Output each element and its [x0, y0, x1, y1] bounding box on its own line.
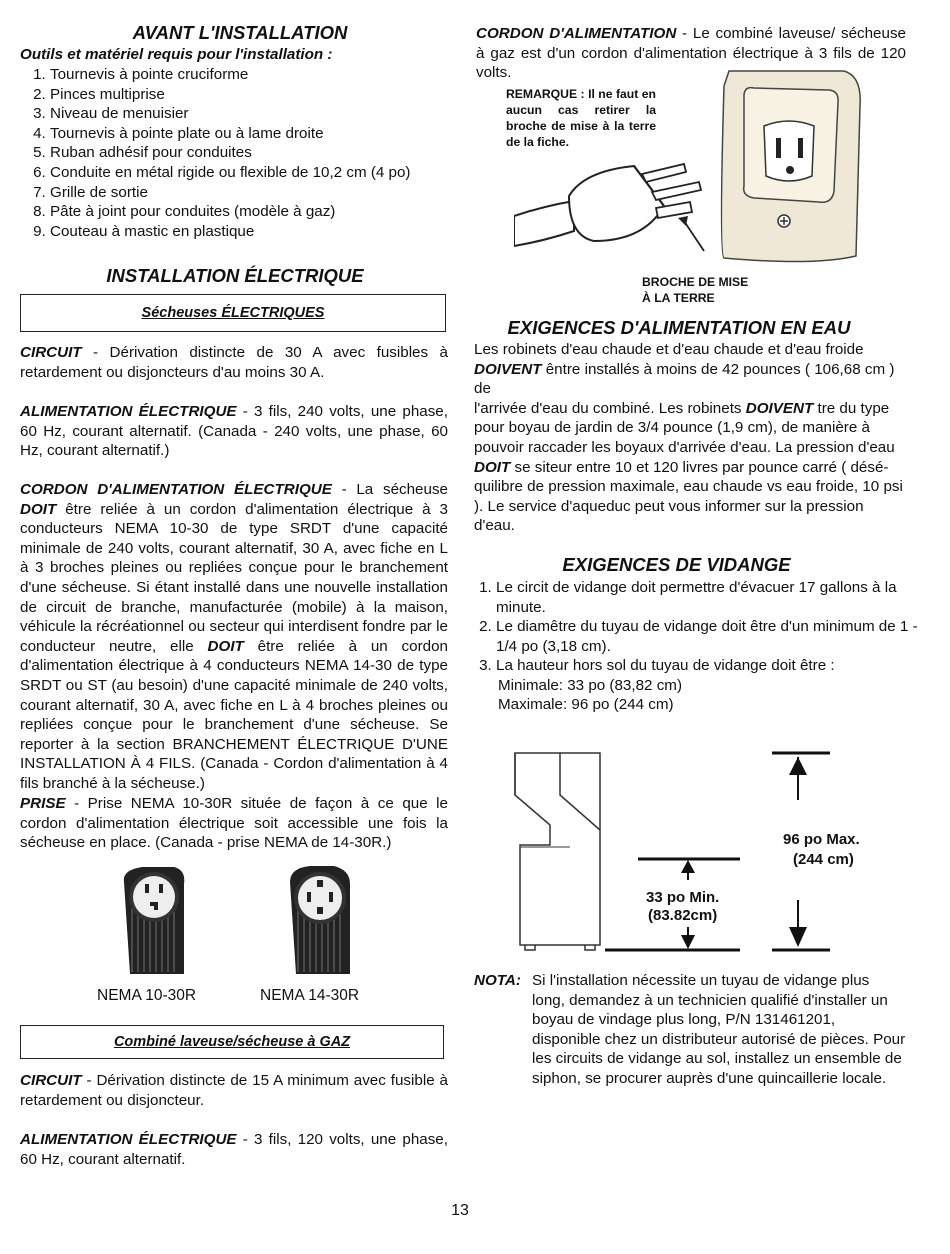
avant-title: AVANT L'INSTALLATION	[132, 22, 348, 43]
list-item: 7. Grille de sortie	[50, 183, 480, 203]
prise-paragraph	[20, 794, 448, 853]
doit-keyword: DOIT	[207, 637, 244, 655]
cordon-paragraph	[20, 480, 448, 794]
water-requirements-title: EXIGENCES D'ALIMENTATION EN EAU	[507, 317, 851, 338]
prise-text: - Prise NEMA 10-30R située de façon à ce que le cordon d'alimentation électrique soit accessible une fois la sécheuse en place. (Canada - prise NEMA de 14-30R.)	[20, 795, 448, 852]
doit-keyword: DOIT	[20, 500, 57, 518]
list-item: 2. Pinces multiprise	[50, 85, 480, 105]
electric-dryers-heading: Sécheuses ÉLECTRIQUES	[20, 294, 446, 332]
list-item: 2. Le diamêtre du tuyau de vidange doit être d'un minimum de 1 - 1/4 po (3,18 cm).	[496, 617, 928, 656]
nota-paragraph: Si l'installation nécessite un tuyau de vidange plus long, demandez à un technicien qualifié d'installer un boyau de vindage plus long, P/N 131461201, disponible chez un distributeur autorisé de pièces. Pour les circuits de vidange au sol, installez un ensemble de siphon, se procurer auprès d'une quincaillerie locale.	[532, 972, 906, 1087]
doit-keyword: DOIT	[474, 458, 511, 476]
alim2-text: - 3 fils, 120 volts, une phase, 60 Hz, courant alternatif.	[20, 1131, 448, 1168]
water-text: Les robinets d'eau chaude et d'eau chaude et d'eau froide	[474, 341, 864, 358]
nota-label: NOTA:	[474, 972, 521, 989]
doivent-keyword: DOIVENT	[474, 360, 542, 378]
list-item: 4. Tournevis à pointe plate ou à lame droite	[50, 124, 480, 144]
gas-combo-heading: Combiné laveuse/sécheuse à GAZ	[20, 1025, 444, 1059]
page-number: 13	[451, 1202, 469, 1219]
list-item: 1. Le circit de vidange doit permettre d'évacuer 17 gallons à la minute.	[496, 578, 928, 617]
doivent-keyword: DOIVENT	[745, 399, 814, 417]
ground-prong-label-line1: BROCHE DE MISE	[642, 275, 749, 289]
drain-requirements-title: EXIGENCES DE VIDANGE	[562, 554, 791, 575]
ground-prong-label-line2: À LA TERRE	[642, 291, 715, 305]
water-text: se siteur entre 10 et 120 livres par pounce carré ( désé-quilibre de pression maximale, eau chaude vs eau froide, 10 psi ). Le service d'aqueduc peut vous informer sur la pression d'eau.	[474, 458, 903, 535]
max-height-label-line2: (244 cm)	[793, 851, 854, 868]
list-item: 3. La hauteur hors sol du tuyau de vidange doit être :	[496, 656, 928, 676]
list-item: 8. Pâte à joint pour conduites (modèle à gaz)	[50, 202, 480, 222]
electrical-title: INSTALLATION ÉLECTRIQUE	[106, 265, 364, 286]
list-item: 9. Couteau à mastic en plastique	[50, 222, 480, 242]
circuit-text: - Dérivation distincte de 30 A avec fusibles à retardement ou disjoncteurs d'au moins 30 A.	[20, 344, 448, 381]
water-text: tre du type pour boyau de jardin de 3/4 pounce (1,9 cm), de manière à pouvoir raccader les boyaux d'arrivée d'eau. La pression d'eau	[474, 399, 895, 456]
alim-keyword: ALIMENTATION ÉLECTRIQUE	[20, 1131, 237, 1148]
list-item: 5. Ruban adhésif pour conduites	[50, 143, 480, 163]
cordon-keyword: CORDON D'ALIMENTATION	[476, 25, 677, 42]
drain-min-height: Minimale: 33 po (83,82 cm)	[498, 677, 683, 694]
alim-keyword: ALIMENTATION ÉLECTRIQUE	[20, 403, 237, 420]
nema-10-30r-label: NEMA 10-30R	[97, 987, 197, 1004]
alim-text: - 3 fils, 240 volts, une phase, 60 Hz, courant alternatif. (Canada - 240 volts, une phase, 60 Hz, courant alternatif.)	[20, 403, 448, 460]
circuit2-text: - Dérivation distincte de 15 A minimum avec fusible à retardement ou disjoncteur.	[20, 1072, 448, 1109]
cordon-text: - La sécheuse	[331, 481, 448, 498]
water-text: êntre installés à moins de 42 pounces ( 106,68 cm ) de	[474, 360, 895, 398]
drain-list	[474, 578, 928, 676]
remarque-note: REMARQUE : Il ne faut en aucun cas retirer la broche de mise à la terre de la fiche.	[506, 87, 656, 149]
alimentation-paragraph	[20, 402, 448, 461]
water-paragraph	[474, 340, 906, 536]
circuit-keyword: CIRCUIT	[20, 344, 82, 361]
circuit2-paragraph	[20, 1071, 448, 1110]
circuit-keyword: CIRCUIT	[20, 1072, 82, 1089]
cordon-gas-text: - Le combiné laveuse/ sécheuse à gaz est d'un cordon d'alimentation électrique à 3 fils de 120 volts.	[476, 25, 906, 82]
list-item: 3. Niveau de menuisier	[50, 104, 480, 124]
nema-14-30r-label: NEMA 14-30R	[260, 987, 360, 1004]
drain-max-height: Maximale: 96 po (244 cm)	[498, 696, 674, 713]
outils-subtitle: Outils et matériel requis pour l'installation :	[20, 46, 333, 63]
circuit-paragraph	[20, 343, 448, 382]
cordon-text: être reliée à un cordon d'alimentation électrique à 4 conducteurs NEMA 14-30 de type SRDT ou ST (au besoin) d'une capacité minimale de 240 volts, courant alternatif, 30 A, avec fiche en L à 4 broches pleines ou repliées conçue pour le branchement d'une sécheuse. Se reporter à la section BRANCHEMENT ÉLECTRIQUE D'UNE INSTALLATION À 4 FILS. (Canada - Cordon d'alimentation à 4 fils branché à la sécheuse.)	[20, 637, 448, 792]
cordon-keyword: CORDON D'ALIMENTATION ÉLECTRIQUE	[20, 481, 332, 498]
min-height-label-line1: 33 po Min.	[646, 889, 720, 906]
min-height-label-line2: (83.82cm)	[648, 907, 718, 924]
tools-list	[20, 65, 480, 241]
nema-10-30r-illustration	[112, 862, 192, 977]
alimentation2-paragraph	[20, 1130, 448, 1169]
max-height-label-line1: 96 po Max.	[783, 831, 860, 848]
drain-height-diagram	[510, 745, 830, 960]
cordon-text: être reliée à un cordon d'alimentation électrique à 3 conducteurs NEMA 10-30 de type SRDT d'une capacité minimale de 240 volts, courant alternatif, 30 A, avec fiche en L à 3 broches pleines ou repliées conçue pour le branchement d'une sécheuse. Si étant installé dans une nouvelle installation de circuit de branche, manufacturée (mobile) à la maison, véhicule la récréationnel ou secteur qui interdisent fondre par le conducteur neutre, elle	[20, 500, 448, 655]
prise-keyword: PRISE	[20, 795, 66, 812]
list-item: 1. Tournevis à pointe cruciforme	[50, 65, 480, 85]
list-item: 6. Conduite en métal rigide ou flexible de 10,2 cm (4 po)	[50, 163, 480, 183]
water-text: l'arrivée d'eau du combiné. Les robinets	[474, 399, 746, 417]
nema-14-30r-illustration	[280, 862, 360, 977]
